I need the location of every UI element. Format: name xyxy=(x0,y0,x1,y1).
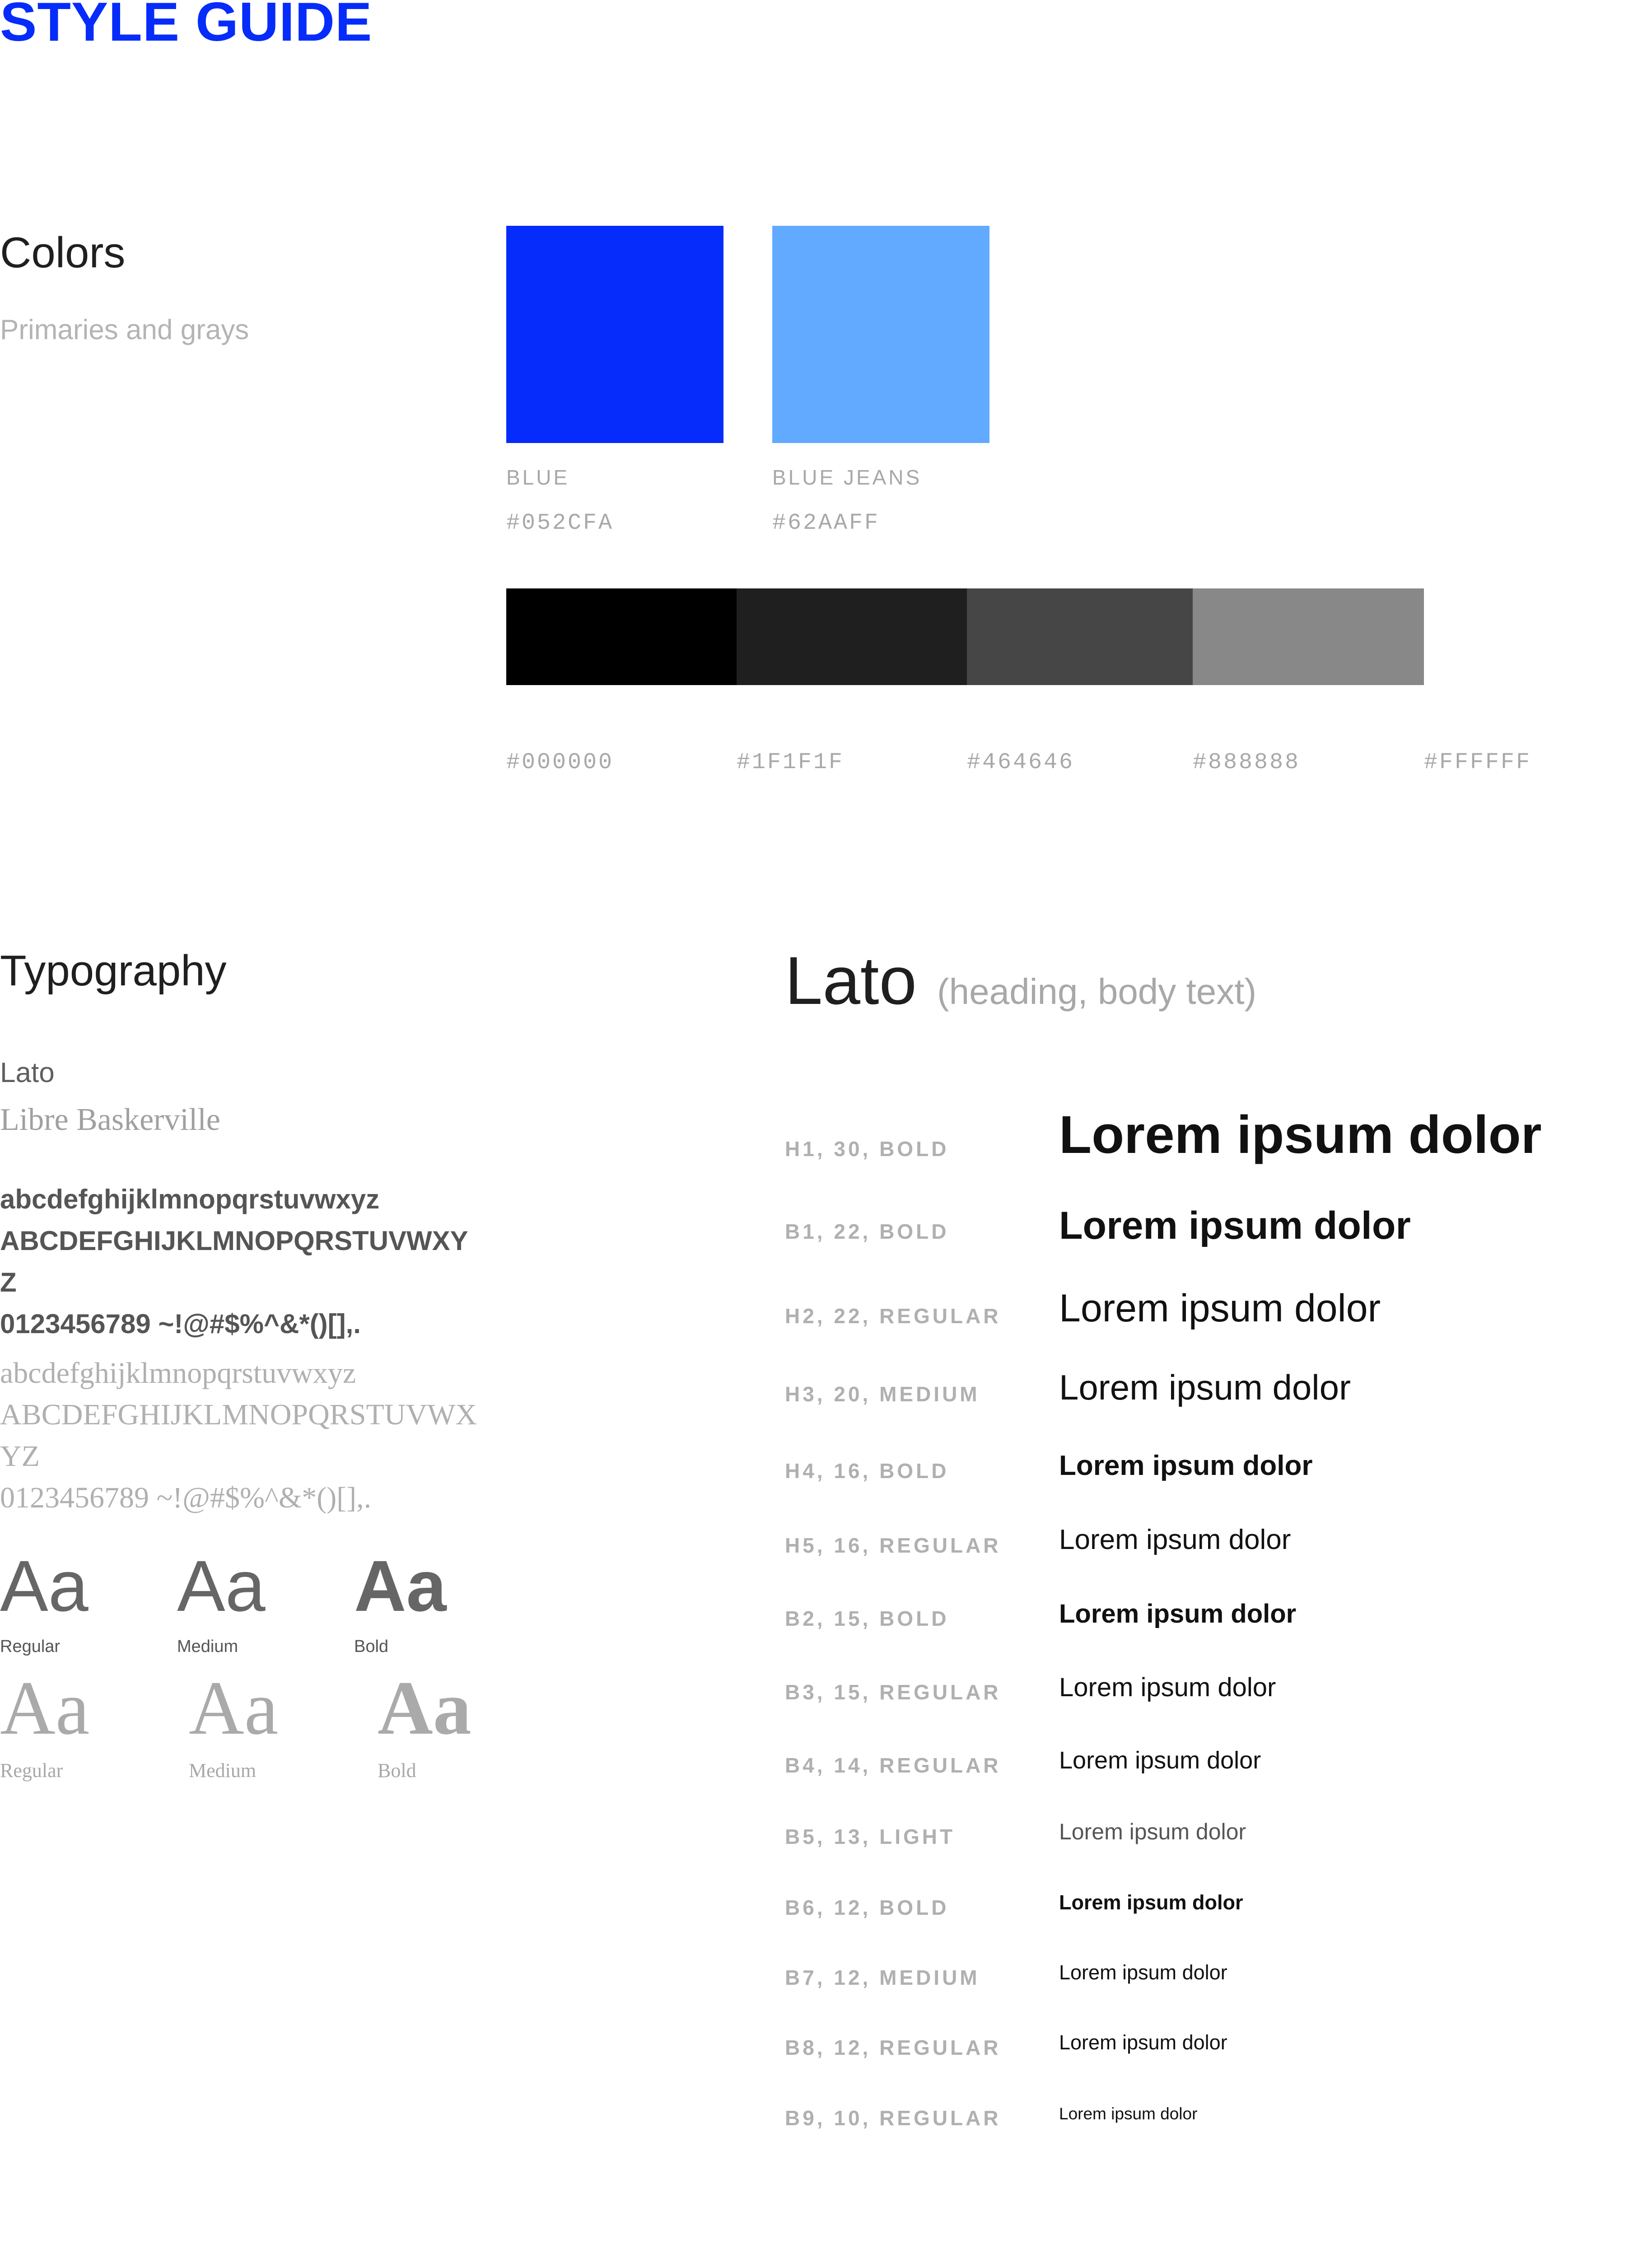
lato-spec-h2: H2, 22, REGULAR xyxy=(785,1304,1001,1328)
gray-swatch-1f1f1f xyxy=(737,588,967,685)
gray-hex-888888: #888888 xyxy=(1193,750,1301,775)
lato-upper: ABCDEFGHIJKLMNOPQRSTUVWXYZ xyxy=(0,1226,468,1297)
lato-sample-h2: Lorem ipsum dolor xyxy=(1059,1287,1381,1330)
lato-lower: abcdefghijklmnopqrstuvwxyz xyxy=(0,1184,380,1214)
libre-upper: ABCDEFGHIJKLMNOPQRSTUVWXYZ xyxy=(0,1398,477,1473)
aa-libre-bold-caption: Bold xyxy=(378,1759,416,1782)
swatch-blue-name: BLUE xyxy=(506,466,570,489)
libre-charset xyxy=(0,1353,479,1519)
lato-spec-h5: H5, 16, REGULAR xyxy=(785,1534,1001,1557)
gray-hex-1f1f1f: #1F1F1F xyxy=(737,750,845,775)
libre-lower: abcdefghijklmnopqrstuvwxyz xyxy=(0,1357,356,1390)
colors-subtitle: Primaries and grays xyxy=(0,314,249,345)
lato-spec-b1: B1, 22, BOLD xyxy=(785,1220,949,1243)
aa-libre-bold: Aa xyxy=(378,1666,471,1750)
gray-swatch-464646 xyxy=(967,588,1193,685)
lato-sample-b3: Lorem ipsum dolor xyxy=(1059,1673,1276,1702)
aa-lato-regular: Aa xyxy=(0,1545,89,1626)
swatch-blue xyxy=(506,226,723,443)
gray-hex-000000: #000000 xyxy=(506,750,614,775)
page-title: STYLE GUIDE xyxy=(0,0,373,52)
swatch-blue-jeans xyxy=(772,226,989,443)
lato-spec-h4: H4, 16, BOLD xyxy=(785,1459,949,1483)
lato-sample-b4: Lorem ipsum dolor xyxy=(1059,1747,1261,1774)
lato-spec-h3: H3, 20, MEDIUM xyxy=(785,1382,980,1406)
lato-spec-h1: H1, 30, BOLD xyxy=(785,1137,949,1161)
swatch-blue-jeans-hex: #62AAFF xyxy=(772,510,880,536)
colors-title: Colors xyxy=(0,229,126,277)
gray-hex-464646: #464646 xyxy=(967,750,1075,775)
lato-spec-b5: B5, 13, LIGHT xyxy=(785,1825,956,1848)
swatch-blue-hex: #052CFA xyxy=(506,510,614,536)
lato-spec-b8: B8, 12, REGULAR xyxy=(785,2036,1001,2059)
aa-lato-medium: Aa xyxy=(177,1545,266,1626)
aa-libre-regular: Aa xyxy=(0,1666,90,1750)
lato-sample-b1: Lorem ipsum dolor xyxy=(1059,1204,1411,1247)
lato-sample-b8: Lorem ipsum dolor xyxy=(1059,2031,1227,2054)
libre-digits: 0123456789 ~!@#$%^&*()[],. xyxy=(0,1481,372,1514)
aa-libre-medium-caption: Medium xyxy=(189,1759,257,1782)
lato-sample-b9: Lorem ipsum dolor xyxy=(1059,2104,1198,2123)
aa-libre-medium: Aa xyxy=(189,1666,279,1750)
lato-sample-h4: Lorem ipsum dolor xyxy=(1059,1450,1313,1481)
lato-digits: 0123456789 ~!@#$%^&*()[],. xyxy=(0,1309,361,1339)
typography-title: Typography xyxy=(0,947,227,995)
lato-sample-h3: Lorem ipsum dolor xyxy=(1059,1367,1351,1407)
lato-section-note: (heading, body text) xyxy=(937,971,1257,1012)
aa-lato-bold: Aa xyxy=(354,1545,447,1626)
lato-spec-b2: B2, 15, BOLD xyxy=(785,1607,949,1630)
lato-sample-b7: Lorem ipsum dolor xyxy=(1059,1961,1227,1984)
font-name-lato: Lato xyxy=(0,1057,55,1088)
lato-spec-b3: B3, 15, REGULAR xyxy=(785,1680,1001,1704)
swatch-blue-jeans-name: BLUE JEANS xyxy=(772,466,922,489)
gray-hex-ffffff: #FFFFFF xyxy=(1424,750,1532,775)
aa-lato-medium-caption: Medium xyxy=(177,1637,238,1656)
lato-section-heading: Lato xyxy=(785,942,917,1018)
lato-spec-b7: B7, 12, MEDIUM xyxy=(785,1966,980,1989)
lato-sample-h1: Lorem ipsum dolor xyxy=(1059,1105,1542,1165)
aa-lato-regular-caption: Regular xyxy=(0,1637,61,1656)
aa-lato-bold-caption: Bold xyxy=(354,1637,389,1656)
gray-swatch-000000 xyxy=(506,588,737,685)
lato-spec-b4: B4, 14, REGULAR xyxy=(785,1754,1001,1777)
gray-swatch-888888 xyxy=(1193,588,1424,685)
lato-charset xyxy=(0,1179,479,1345)
lato-sample-b5: Lorem ipsum dolor xyxy=(1059,1819,1246,1844)
lato-sample-b6: Lorem ipsum dolor xyxy=(1059,1891,1243,1914)
lato-spec-b6: B6, 12, BOLD xyxy=(785,1896,949,1919)
gray-swatch-ffffff xyxy=(1424,588,1650,685)
lato-sample-b2: Lorem ipsum dolor xyxy=(1059,1599,1297,1628)
lato-sample-h5: Lorem ipsum dolor xyxy=(1059,1524,1291,1555)
aa-libre-regular-caption: Regular xyxy=(0,1759,63,1782)
lato-spec-b9: B9, 10, REGULAR xyxy=(785,2106,1001,2130)
font-name-libre: Libre Baskerville xyxy=(0,1102,220,1137)
